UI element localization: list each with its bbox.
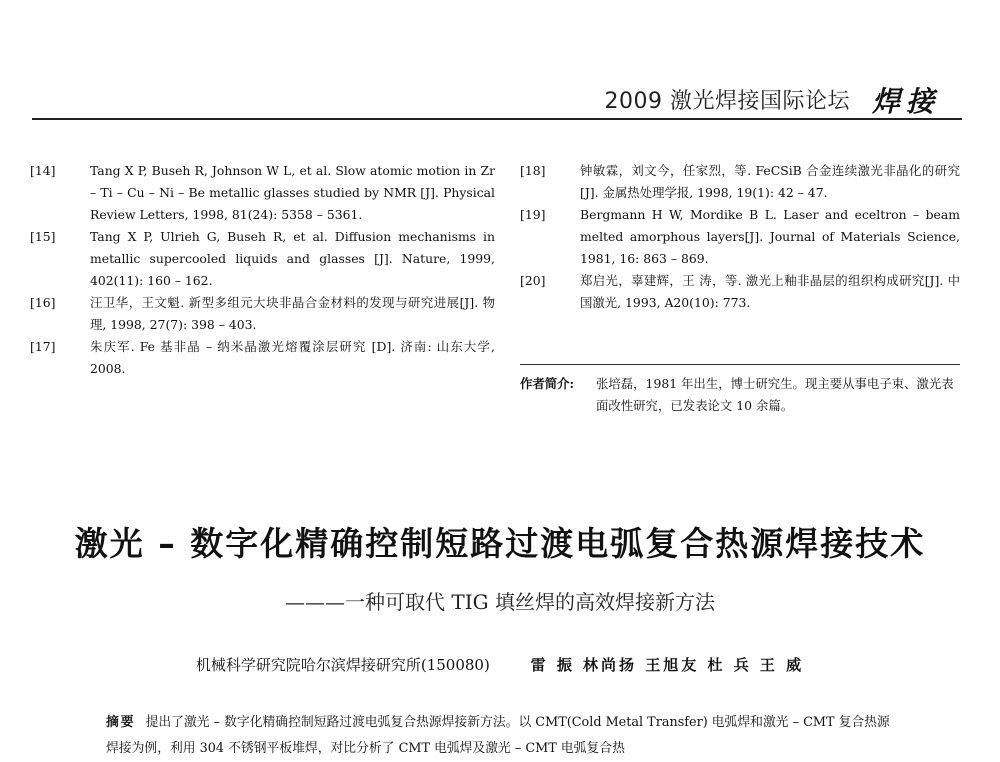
reference-item	[520, 204, 960, 270]
reference-number: [16]	[30, 295, 56, 310]
reference-item	[30, 336, 495, 380]
reference-number: [19]	[520, 207, 546, 222]
reference-number: [17]	[30, 339, 56, 354]
reference-item	[30, 292, 495, 336]
references-left-column	[30, 160, 495, 380]
reference-item	[520, 270, 960, 314]
abstract	[106, 710, 896, 762]
reference-text: 钟敏霖，刘文今，任家烈，等. FeCSiB 合金连续激光非晶化的研究[J]. 金属热处理学报, 1998, 19(1): 42 – 47.	[580, 163, 960, 200]
author-list: 雷 振 林尚扬 王旭友 杜 兵 王 威	[530, 656, 805, 674]
author-intro-text: 张培磊，1981 年出生，博士研究生。现主要从事电子束、激光表面改性研究，已发表论文 10 余篇。	[596, 376, 954, 413]
affiliation: 机械科学研究院哈尔滨焊接研究所(150080)	[195, 656, 490, 674]
reference-item	[30, 226, 495, 292]
abstract-label: 摘要	[106, 715, 136, 730]
reference-text: 汪卫华，王文魁. 新型多组元大块非晶合金材料的发现与研究进展[J]. 物理, 1998, 27(7): 398 – 403.	[90, 295, 495, 332]
reference-number: [15]	[30, 229, 56, 244]
page-header	[0, 82, 1000, 122]
header-rule	[32, 118, 962, 120]
reference-number: [14]	[30, 163, 56, 178]
reference-number: [18]	[520, 163, 546, 178]
reference-text: 郑启光，辜建辉，王 涛，等. 激光上釉非晶层的组织构成研究[J]. 中国激光, 1993, A20(10): 773.	[580, 273, 960, 310]
article-subtitle: ———一种可取代 TIG 填丝焊的高效焊接新方法	[285, 590, 715, 614]
header-title: 2009 激光焊接国际论坛	[604, 89, 850, 114]
article-title: 激光 – 数字化精确控制短路过渡电弧复合热源焊接技术	[74, 524, 926, 563]
references-right-column	[520, 160, 960, 314]
affiliation-line	[0, 654, 1000, 675]
journal-logo: 焊接	[871, 85, 940, 118]
reference-number: [20]	[520, 273, 546, 288]
reference-text: Bergmann H W, Mordike B L. Laser and eceltron – beam melted amorphous layers[J]. Journal of Materials Science, 1981, 16: 863 – 869.	[580, 207, 960, 266]
reference-item	[520, 160, 960, 204]
author-introduction	[520, 364, 960, 417]
reference-text: Tang X P, Ulrieh G, Buseh R, et al. Diffusion mechanisms in metallic supercooled liquids and glasses [J]. Nature, 1999, 402(11): 160 – 162.	[90, 229, 495, 288]
reference-item	[30, 160, 495, 226]
reference-text: 朱庆军. Fe 基非晶 – 纳米晶激光熔覆涂层研究 [D]. 济南: 山东大学, 2008.	[90, 339, 495, 376]
author-intro-label: 作者简介:	[520, 376, 575, 391]
reference-text: Tang X P, Buseh R, Johnson W L, et al. Slow atomic motion in Zr – Ti – Cu – Ni – Be metallic glasses studied by NMR [J]. Physical Review Letters, 1998, 81(24): 5358 – 5361.	[90, 163, 495, 222]
abstract-text: 提出了激光 – 数字化精确控制短路过渡电弧复合热源焊接新方法。以 CMT(Cold Metal Transfer) 电弧焊和激光 – CMT 复合热源焊接为例，利用 304 不锈钢平板堆焊，对比分析了 CMT 电弧焊及激光 – CMT 电弧复合热	[106, 715, 890, 756]
